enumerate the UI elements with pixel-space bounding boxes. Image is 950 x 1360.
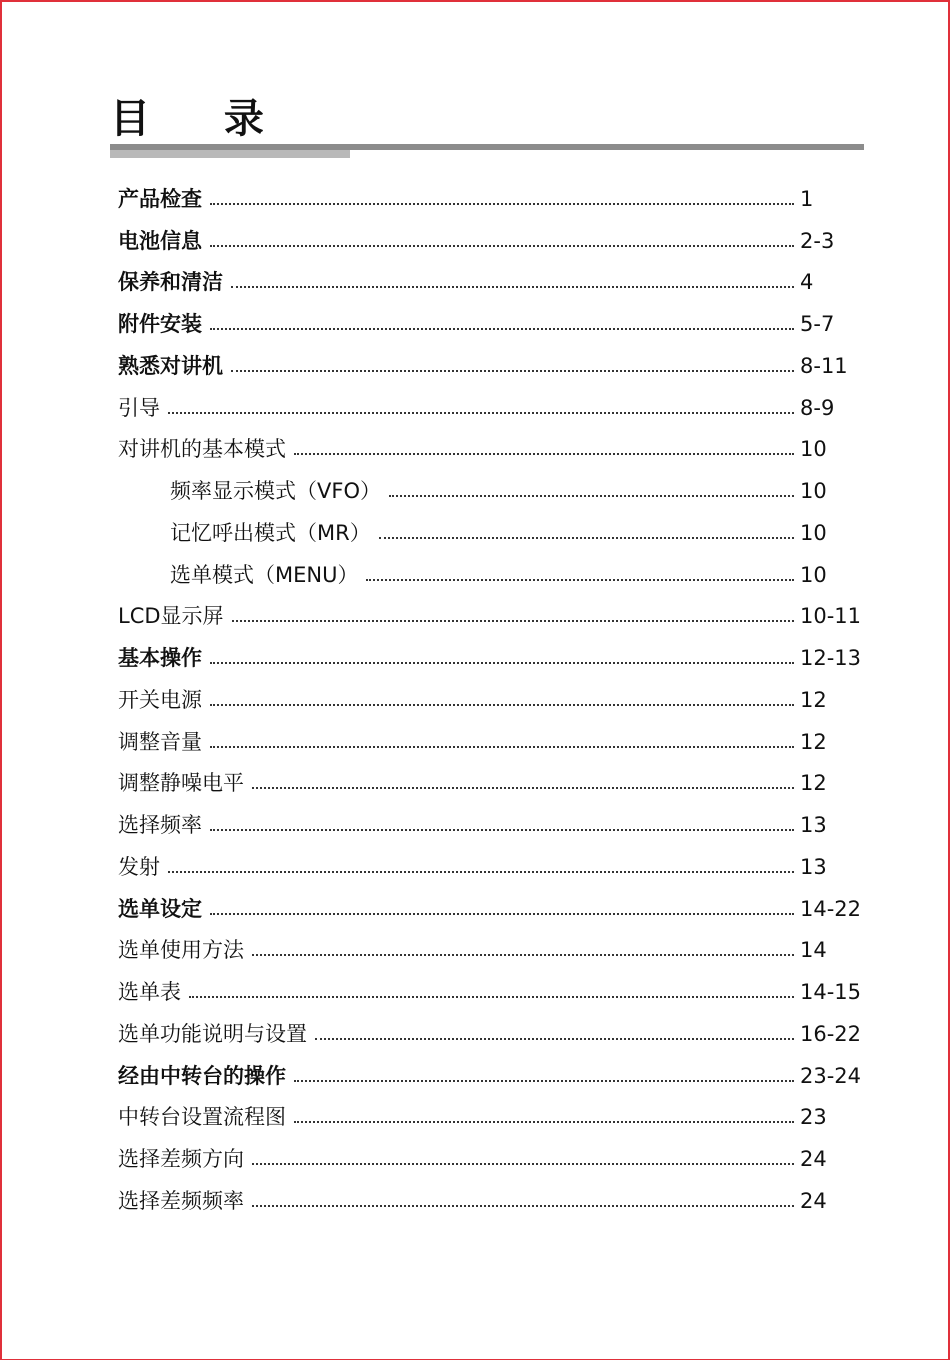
toc-entry-label: 产品检查	[118, 186, 202, 211]
toc-dot-leader	[294, 1080, 794, 1082]
toc-entry	[118, 880, 866, 922]
toc-entry-label: 选单使用方法	[118, 938, 244, 963]
toc-entry-page: 10	[800, 437, 827, 462]
toc-entry-label: 选单功能说明与设置	[118, 1021, 307, 1046]
toc-entry	[118, 713, 866, 755]
toc-entry-page: 4	[800, 270, 814, 295]
toc-entry-label: 附件安装	[118, 312, 202, 336]
toc-entry	[118, 588, 866, 630]
toc-entry-page: 12	[800, 729, 827, 754]
toc-dot-leader	[252, 1163, 794, 1165]
toc-entry-label: 调整音量	[118, 729, 202, 754]
toc-entry-label: 调整静噪电平	[118, 771, 244, 796]
toc-dot-leader	[210, 704, 794, 706]
toc-entry	[118, 379, 866, 421]
toc-entry-page: 8-11	[800, 353, 848, 378]
toc-entry	[118, 212, 866, 254]
toc-entry-page: 14-15	[800, 980, 862, 1004]
toc-entry-page: 13	[800, 854, 827, 879]
toc-dot-leader	[252, 787, 794, 789]
toc-dot-leader	[389, 495, 794, 497]
toc-entry-label: 选择差频方向	[118, 1147, 244, 1171]
toc-dot-leader	[252, 1205, 794, 1207]
toc-entry-label: 基本操作	[118, 646, 202, 670]
title-rule-light	[110, 150, 350, 158]
toc-entry-label: 对讲机的基本模式	[118, 437, 286, 462]
toc-entry-label: 电池信息	[118, 228, 202, 253]
toc-entry-label: 选单表	[118, 980, 181, 1004]
toc-entry-label: 选择频率	[118, 813, 202, 837]
toc-dot-leader	[210, 829, 794, 831]
toc-entry-label: 频率显示模式（VFO）	[170, 479, 381, 503]
toc-dot-leader	[210, 245, 794, 247]
toc-entry-page: 14-22	[800, 896, 862, 921]
toc-entry-page: 5-7	[800, 312, 835, 336]
toc-entry	[118, 1172, 866, 1214]
toc-dot-leader	[168, 412, 794, 414]
toc-entry-label: 引导	[118, 395, 160, 420]
toc-entry	[118, 922, 866, 964]
toc-entry	[118, 838, 866, 880]
page-title: 目 录	[110, 96, 294, 142]
toc-entry	[118, 337, 866, 379]
toc-entry-page: 10	[800, 520, 827, 545]
toc-dot-leader	[168, 871, 794, 873]
toc-entry-page: 8-9	[800, 395, 835, 420]
toc-dot-leader	[231, 286, 794, 288]
toc-entry-label: 经由中转台的操作	[118, 1063, 286, 1088]
toc-dot-leader	[210, 203, 794, 205]
toc-entry	[118, 1005, 866, 1047]
toc-entry-page: 12	[800, 771, 827, 796]
toc-entry-label: 中转台设置流程图	[118, 1105, 286, 1130]
toc-dot-leader	[231, 370, 794, 372]
toc-dot-leader	[379, 537, 794, 539]
toc-entry-page: 1	[800, 186, 814, 211]
toc-entry-page: 14	[800, 938, 827, 963]
toc-entry-label: 熟悉对讲机	[118, 353, 223, 378]
toc-dot-leader	[210, 328, 794, 330]
toc-entry-label: LCD显示屏	[118, 604, 224, 629]
toc-dot-leader	[210, 913, 794, 915]
toc-entry	[118, 1089, 866, 1131]
toc-entry-label: 开关电源	[118, 687, 202, 712]
toc-dot-leader	[210, 746, 794, 748]
toc-entry	[118, 295, 866, 337]
toc-entry-label: 记忆呼出模式（MR）	[170, 520, 371, 545]
toc-entry-page: 10-11	[800, 604, 862, 629]
toc-entry-page: 16-22	[800, 1021, 862, 1046]
toc-entry-label: 选单模式（MENU）	[170, 562, 359, 587]
toc-entry-page: 2-3	[800, 228, 835, 253]
toc-entry-page: 10	[800, 562, 827, 587]
toc-entry-label: 选择差频频率	[118, 1188, 244, 1213]
toc-dot-leader	[189, 996, 794, 998]
toc-entry	[118, 504, 866, 546]
toc-entry-label: 保养和清洁	[118, 270, 223, 295]
toc-entry-page: 12-13	[800, 646, 862, 670]
toc-entry-page: 12	[800, 687, 827, 712]
toc-entry-page: 24	[800, 1147, 827, 1171]
toc-dot-leader	[294, 453, 794, 455]
toc-entry-label: 选单设定	[118, 896, 202, 921]
toc-entry	[118, 671, 866, 713]
toc-entry	[118, 1047, 866, 1089]
toc-dot-leader	[232, 620, 794, 622]
toc-entry	[118, 755, 866, 797]
toc-entry-page: 23-24	[800, 1063, 862, 1088]
toc-entry	[118, 254, 866, 296]
toc-entry	[118, 796, 866, 838]
toc-entry	[118, 963, 866, 1005]
toc-entry-page: 10	[800, 479, 827, 503]
toc-entry-page: 23	[800, 1105, 827, 1130]
toc-dot-leader	[294, 1121, 794, 1123]
toc-entry-page: 13	[800, 813, 827, 837]
toc-entry-label: 发射	[118, 854, 160, 879]
toc-entry	[118, 546, 866, 588]
toc-entry	[118, 170, 866, 212]
toc-dot-leader	[366, 579, 794, 581]
toc-entry	[118, 421, 866, 463]
toc-entry	[118, 629, 866, 671]
toc-dot-leader	[252, 954, 794, 956]
toc-entry	[118, 1130, 866, 1172]
table-of-contents	[118, 170, 866, 1214]
toc-dot-leader	[210, 662, 794, 664]
toc-dot-leader	[315, 1038, 794, 1040]
toc-entry-page: 24	[800, 1188, 827, 1213]
toc-entry	[118, 462, 866, 504]
